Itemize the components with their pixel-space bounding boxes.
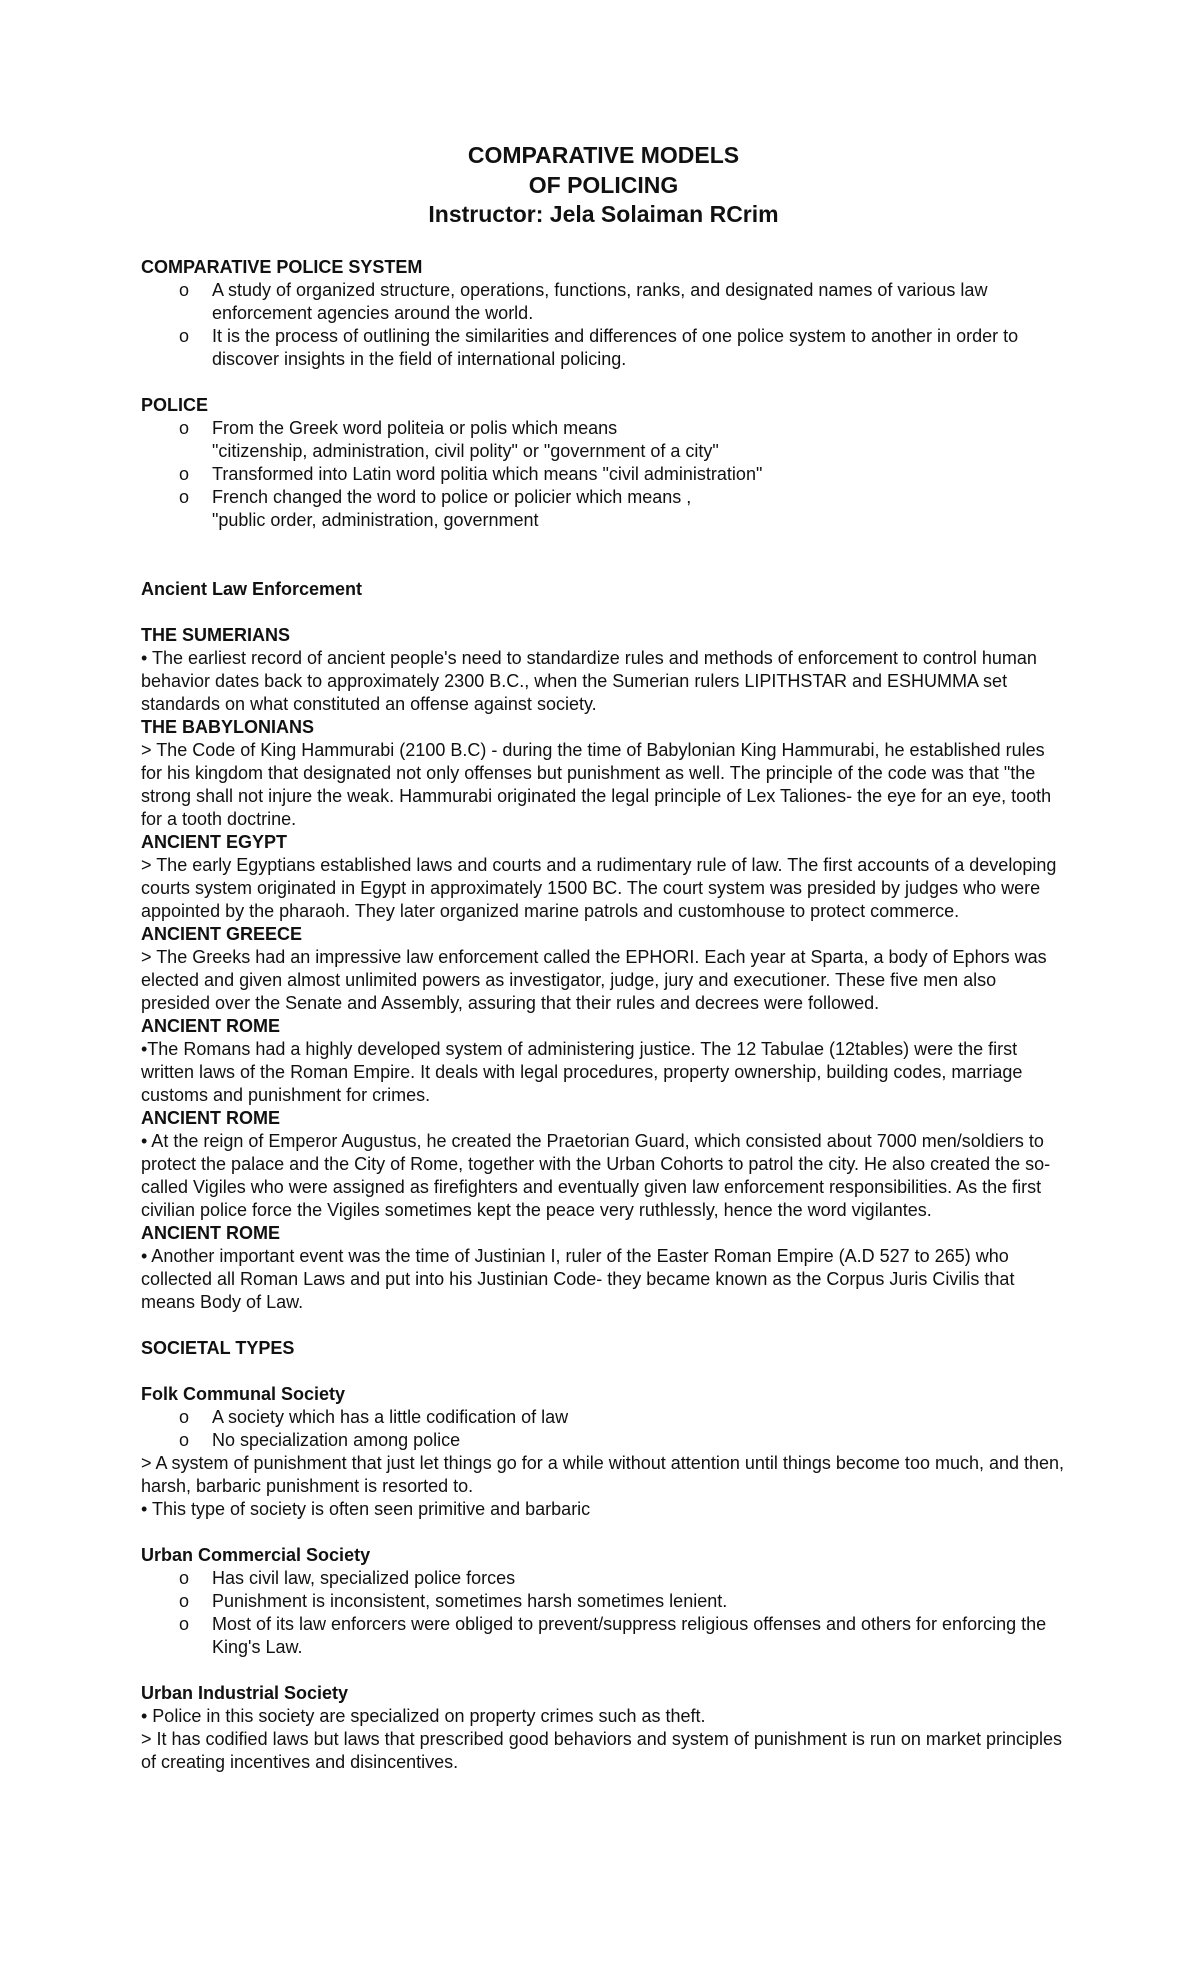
document-subtitle-instructor: Instructor: Jela Solaiman RCrim: [428, 201, 779, 227]
heading-ancient-rome-2: ANCIENT ROME: [141, 1107, 280, 1128]
list-item: o Has civil law, specialized police forces: [179, 1567, 516, 1588]
list-item: o No specialization among police: [179, 1429, 461, 1450]
list-item: o French changed the word to police or policier which means , "public order, administration, government: [179, 486, 692, 530]
bullet-o-icon: o: [179, 325, 190, 346]
paragraph-babylonians: > The Code of King Hammurabi (2100 B.C) - during the time of Babylonian King Hammurabi, he established rules for his kingdom that designated not only offenses but punishment as well. The principle of the code was that "the strong shall not injure the weak. Hammurabi originated the legal principle of Lex Taliones- the eye for an eye, tooth for a tooth doctrine.: [141, 739, 1052, 829]
heading-ancient-rome-3: ANCIENT ROME: [141, 1222, 280, 1243]
document-title-line2: OF POLICING: [528, 171, 679, 198]
bullet-o-icon: o: [179, 1567, 190, 1588]
paragraph-ancient-greece-continued: presided over the Senate and Assembly, assuring that their rules and decrees were followed.: [141, 992, 880, 1013]
folk-list: [141, 1406, 1066, 1452]
paragraph-ancient-greece: > The Greeks had an impressive law enforcement called the EPHORI. Each year at Sparta, a body of Ephors was elected and given almost unlimited powers as investigator, judge, jury and executioner. These five men also: [141, 946, 1047, 990]
bullet-o-icon: o: [179, 279, 190, 300]
paragraph-folk-primitive: • This type of society is often seen primitive and barbaric: [141, 1498, 591, 1519]
bullet-o-icon: o: [179, 1429, 190, 1450]
bullet-o-icon: o: [179, 1590, 190, 1611]
commercial-list: [141, 1567, 1066, 1659]
paragraph-sumerians: • The earliest record of ancient people's need to standardize rules and methods of enforcement to control human behavior dates back to approximately 2300 B.C., when the Sumerian rulers LIPITHSTAR and ESHUMMA set standards on what constituted an offense against society.: [141, 647, 1037, 714]
police-list: [141, 417, 1066, 532]
document-title-line1: COMPARATIVE MODELS: [467, 142, 740, 168]
section-heading-comparative-police-system: COMPARATIVE POLICE SYSTEM: [141, 256, 423, 277]
list-item: o From the Greek word politeia or polis which means "citizenship, administration, civil polity" or "government of a city": [179, 417, 719, 461]
cps-list: [141, 279, 1066, 371]
bullet-o-icon: o: [179, 463, 190, 484]
list-item: o Punishment is inconsistent, sometimes harsh sometimes lenient.: [179, 1590, 728, 1611]
section-heading-police: POLICE: [141, 394, 209, 415]
list-item: o Transformed into Latin word politia which means "civil administration": [179, 463, 763, 484]
paragraph-ancient-egypt: > The early Egyptians established laws and courts and a rudimentary rule of law. The first accounts of a developing courts system originated in Egypt in approximately 1500 BC. The court system was presided by judges who were appointed by the pharaoh. They later organized marine patrols and customhouse to protect commerce.: [141, 854, 1057, 921]
paragraph-ancient-rome-1: •The Romans had a highly developed system of administering justice. The 12 Tabulae (12tables) were the first written laws of the Roman Empire. It deals with legal procedures, property ownership, building codes, marriage customs and punishment for crimes.: [141, 1038, 1023, 1105]
heading-urban-industrial-society: Urban Industrial Society: [141, 1682, 349, 1703]
paragraph-industrial-police: • Police in this society are specialized on property crimes such as theft.: [141, 1705, 706, 1726]
section-heading-ancient-law-enforcement: Ancient Law Enforcement: [141, 578, 363, 599]
heading-folk-communal-society: Folk Communal Society: [141, 1383, 346, 1404]
paragraph-ancient-rome-3: • Another important event was the time of Justinian I, ruler of the Easter Roman Empire (A.D 527 to 265) who collected all Roman Laws and put into his Justinian Code- they became known as the Corpus Juris Civilis that means Body of Law.: [141, 1245, 1015, 1312]
list-item: o A society which has a little codification of law: [179, 1406, 569, 1427]
list-item: o Most of its law enforcers were obliged to prevent/suppress religious offenses and others for enforcing the King's Law.: [179, 1613, 1047, 1657]
document-body: [141, 141, 1066, 1774]
heading-ancient-greece: ANCIENT GREECE: [141, 923, 303, 944]
list-item: o It is the process of outlining the similarities and differences of one police system to another in order to discover insights in the field of international policing.: [179, 325, 1019, 369]
bullet-o-icon: o: [179, 1406, 190, 1427]
list-item: o A study of organized structure, operations, functions, ranks, and designated names of various law enforcement agencies around the world.: [179, 279, 988, 323]
section-heading-societal-types: SOCIETAL TYPES: [141, 1337, 295, 1358]
paragraph-folk-punishment: > A system of punishment that just let things go for a while without attention until things become too much, and then, harsh, barbaric punishment is resorted to.: [141, 1452, 1065, 1496]
heading-sumerians: THE SUMERIANS: [141, 624, 291, 645]
heading-ancient-egypt: ANCIENT EGYPT: [141, 831, 288, 852]
paragraph-ancient-rome-2: • At the reign of Emperor Augustus, he created the Praetorian Guard, which consisted about 7000 men/soldiers to protect the palace and the City of Rome, together with the Urban Cohorts to patrol the city. He also created the so-called Vigiles who were assigned as firefighters and eventually given law enforcement responsibilities. As the first civilian police force the Vigiles sometimes kept the peace very ruthlessly, hence the word vigilantes.: [141, 1130, 1051, 1220]
heading-urban-commercial-society: Urban Commercial Society: [141, 1544, 371, 1565]
paragraph-industrial-laws: > It has codified laws but laws that prescribed good behaviors and system of punishment is run on market principles of creating incentives and disincentives.: [141, 1728, 1062, 1772]
bullet-o-icon: o: [179, 1613, 190, 1634]
bullet-o-icon: o: [179, 486, 190, 507]
heading-babylonians: THE BABYLONIANS: [141, 716, 315, 737]
bullet-o-icon: o: [179, 417, 190, 438]
heading-ancient-rome-1: ANCIENT ROME: [141, 1015, 280, 1036]
